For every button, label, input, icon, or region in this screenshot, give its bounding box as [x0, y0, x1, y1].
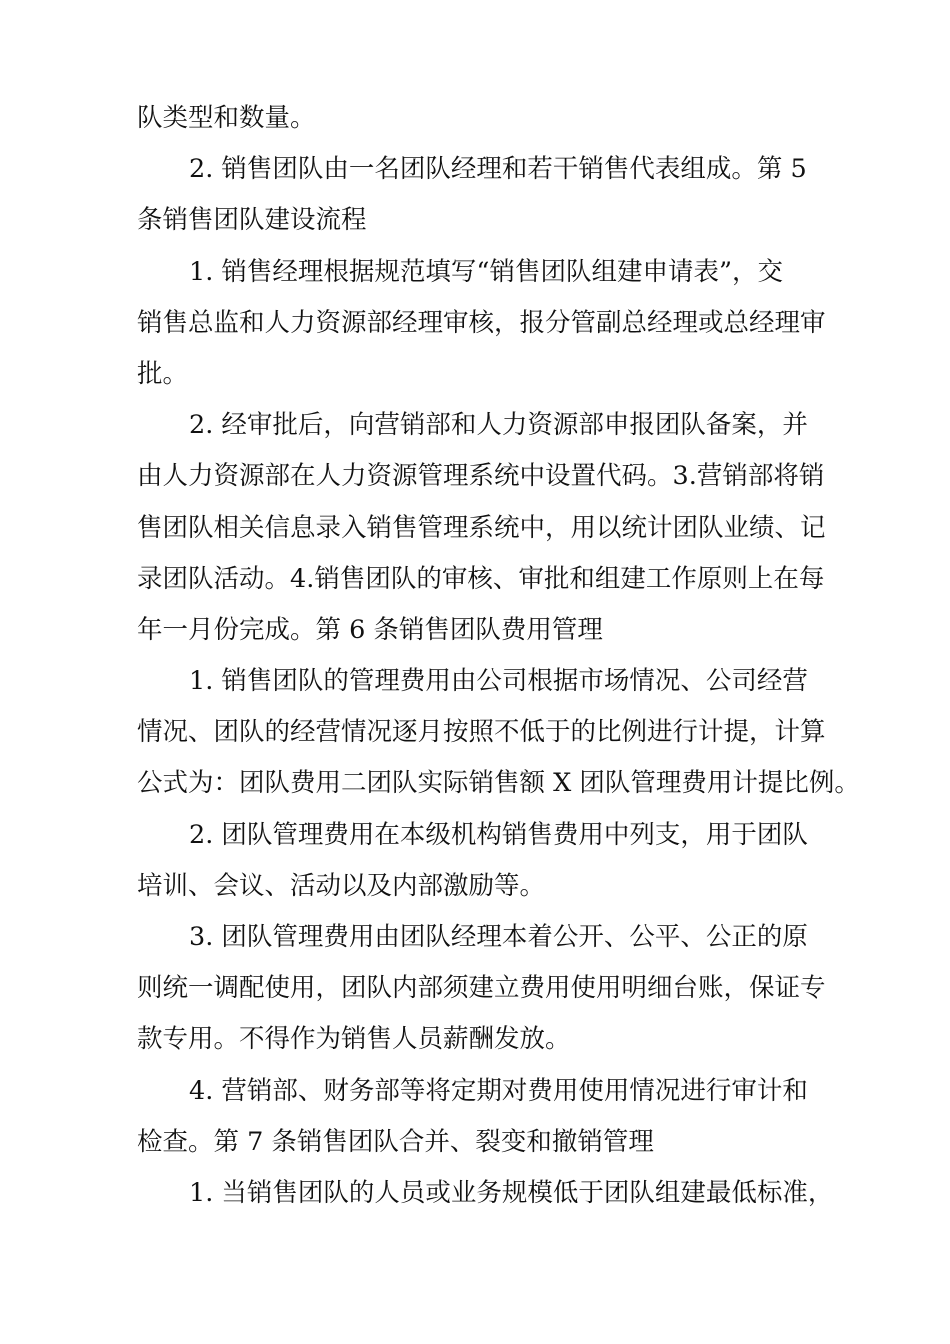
- paragraph-1: [137, 93, 837, 144]
- text-line: 款专用。不得作为销售人员薪酬发放。: [137, 1024, 571, 1055]
- text-line: 4. 营销部、财务部等将定期对费用使用情况进行审计和: [189, 1075, 808, 1106]
- paragraph-5: [137, 656, 860, 810]
- text-line: 2. 经审批后，向营销部和人力资源部申报团队备案，并: [189, 410, 808, 441]
- paragraph-2: [137, 144, 837, 246]
- text-line: 销售总监和人力资源部经理审核，报分管副总经理或总经理审: [137, 307, 826, 338]
- text-line: 售团队相关信息录入销售管理系统中，用以统计团队业绩、记: [137, 512, 826, 543]
- text-line: 检查。第 7 条销售团队合并、裂变和撤销管理: [137, 1126, 654, 1157]
- text-line: 条销售团队建设流程: [137, 205, 367, 236]
- text-line: 3. 团队管理费用由团队经理本着公开、公平、公正的原: [189, 922, 808, 952]
- text-line: 培训、会议、活动以及内部激励等。: [137, 870, 546, 901]
- text-line: 1. 销售团队的管理费用由公司根据市场情况、公司经营: [189, 666, 808, 697]
- text-line: 录团队活动。4.销售团队的审核、审批和组建工作原则上在每: [137, 563, 825, 594]
- text-line: 2. 团队管理费用在本级机构销售费用中列支，用于团队: [189, 819, 808, 850]
- text-line: 队类型和数量。: [137, 103, 316, 133]
- text-line: 则统一调配使用，团队内部须建立费用使用明细台账，保证专: [137, 973, 826, 1004]
- text-line: 年一月份完成。第 6 条销售团队费用管理: [137, 614, 603, 645]
- paragraph-7: [137, 912, 837, 1066]
- paragraph-8: [137, 1066, 837, 1168]
- text-line: 1. 销售经理根据规范填写“销售团队组建申请表”，交: [189, 256, 784, 287]
- text-line: 2. 销售团队由一名团队经理和若干销售代表组成。第 5: [189, 154, 807, 185]
- text-line: 由人力资源部在人力资源管理系统中设置代码。3.营销部将销: [137, 461, 825, 492]
- text-line: 情况、团队的经营情况逐月按照不低于的比例进行计提，计算: [137, 717, 826, 748]
- paragraph-3: [137, 247, 837, 401]
- document-body: [137, 93, 860, 1219]
- text-line: 公式为：团队费用二团队实际销售额 X 团队管理费用计提比例。: [137, 768, 860, 799]
- text-line: 批。: [137, 358, 189, 389]
- paragraph-4: [137, 400, 837, 656]
- text-line: 1. 当销售团队的人员或业务规模低于团队组建最低标准，: [189, 1177, 834, 1208]
- paragraph-6: [137, 810, 837, 912]
- paragraph-9: [137, 1168, 837, 1219]
